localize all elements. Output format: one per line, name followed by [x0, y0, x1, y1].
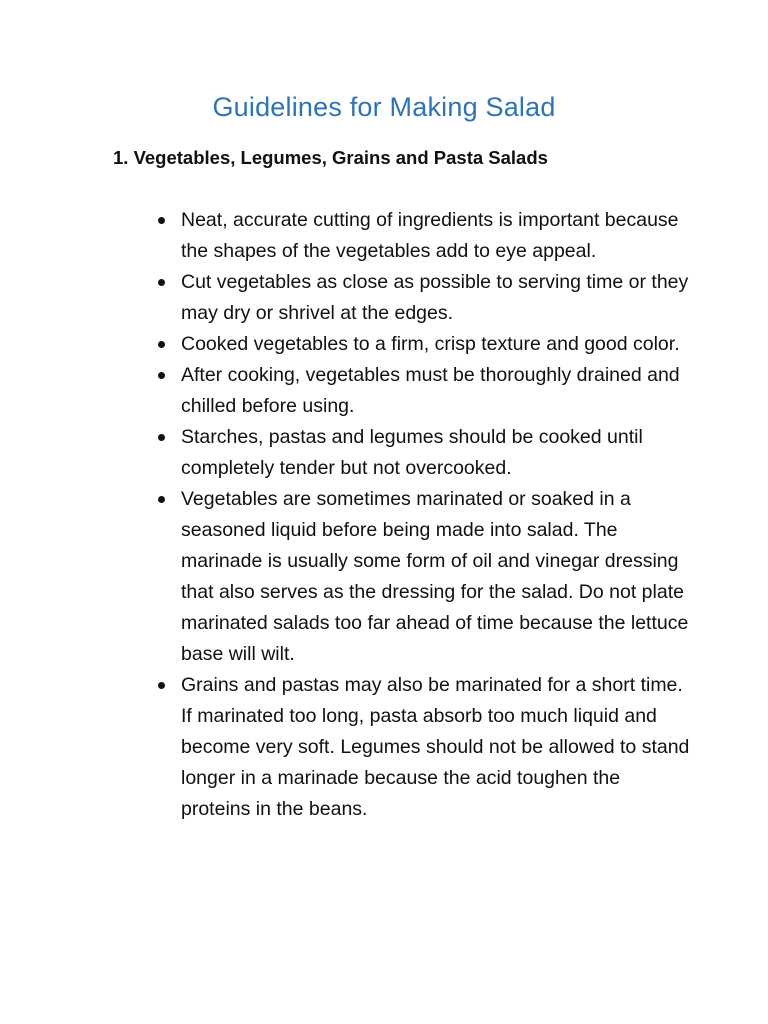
bullet-icon	[158, 496, 165, 503]
list-item-text: Cut vegetables as close as possible to serving time or they may dry or shrivel at the edges.	[181, 271, 689, 324]
list-item	[154, 267, 694, 329]
page-title: Guidelines for Making Salad	[212, 92, 556, 122]
list-item-text: Neat, accurate cutting of ingredients is important because the shapes of the vegetables add to eye appeal.	[181, 209, 679, 262]
bullet-list	[154, 205, 694, 825]
list-item	[154, 670, 694, 825]
list-item	[154, 329, 694, 360]
list-item-text: Grains and pastas may also be marinated for a short time. If marinated too long, pasta absorb too much liquid and become very soft. Legumes should not be allowed to stand longer in a marinade because the acid toughen the proteins in the beans.	[181, 674, 690, 820]
bullet-icon	[158, 372, 165, 379]
bullet-icon	[158, 217, 165, 224]
list-item-text: Vegetables are sometimes marinated or soaked in a seasoned liquid before being made into salad. The marinade is usually some form of oil and vinegar dressing that also serves as the dressing for the salad. Do not plate marinated salads too far ahead of time because the lettuce base will wilt.	[181, 488, 689, 665]
list-item-text: Cooked vegetables to a firm, crisp texture and good color.	[181, 333, 680, 355]
list-item	[154, 205, 694, 267]
bullet-icon	[158, 434, 165, 441]
list-item	[154, 360, 694, 422]
bullet-icon	[158, 279, 165, 286]
list-item-text: Starches, pastas and legumes should be cooked until completely tender but not overcooked.	[181, 426, 643, 479]
list-item	[154, 484, 694, 670]
list-item-text: After cooking, vegetables must be thoroughly drained and chilled before using.	[181, 364, 680, 417]
bullet-icon	[158, 341, 165, 348]
section-heading: 1. Vegetables, Legumes, Grains and Pasta Salads	[113, 147, 548, 168]
bullet-icon	[158, 682, 165, 689]
list-item	[154, 422, 694, 484]
